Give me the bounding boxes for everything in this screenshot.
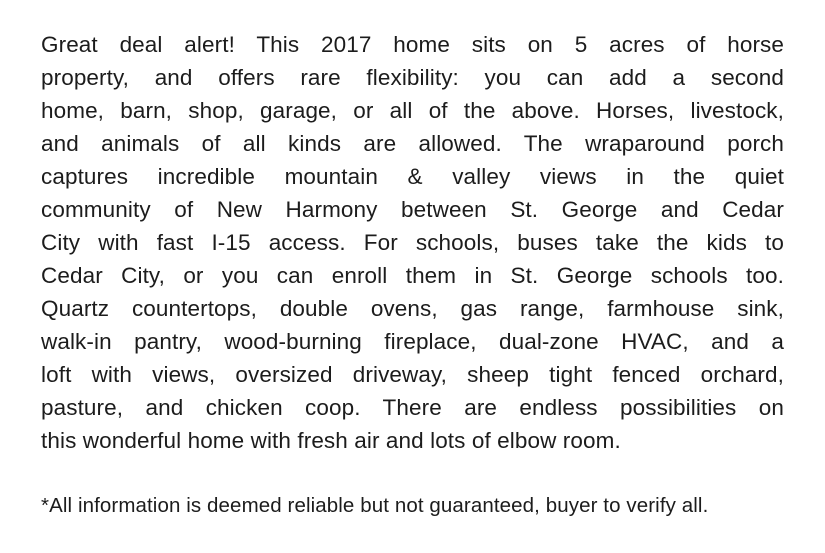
description-line: loft with views, oversized driveway, sheep tight fenced orchard,	[41, 362, 784, 387]
description-line: walk-in pantry, wood-burning fireplace, dual-zone HVAC, and a	[41, 329, 784, 354]
description-line: City with fast I-15 access. For schools, buses take the kids to	[41, 230, 784, 255]
description-line: captures incredible mountain & valley views in the quiet	[41, 164, 784, 189]
disclaimer-text: *All information is deemed reliable but not guaranteed, buyer to verify all.	[41, 494, 709, 517]
description-line: property, and offers rare flexibility: you can add a second	[41, 65, 784, 90]
description-line: home, barn, shop, garage, or all of the above. Horses, livestock,	[41, 98, 784, 123]
listing-description	[41, 28, 784, 457]
description-line: Great deal alert! This 2017 home sits on 5 acres of horse	[41, 32, 784, 57]
description-line: community of New Harmony between St. George and Cedar	[41, 197, 784, 222]
description-line: Cedar City, or you can enroll them in St. George schools too.	[41, 263, 784, 288]
description-line: and animals of all kinds are allowed. The wraparound porch	[41, 131, 784, 156]
description-line: this wonderful home with fresh air and lots of elbow room.	[41, 428, 621, 453]
description-line: Quartz countertops, double ovens, gas range, farmhouse sink,	[41, 296, 784, 321]
description-line: pasture, and chicken coop. There are endless possibilities on	[41, 395, 784, 420]
